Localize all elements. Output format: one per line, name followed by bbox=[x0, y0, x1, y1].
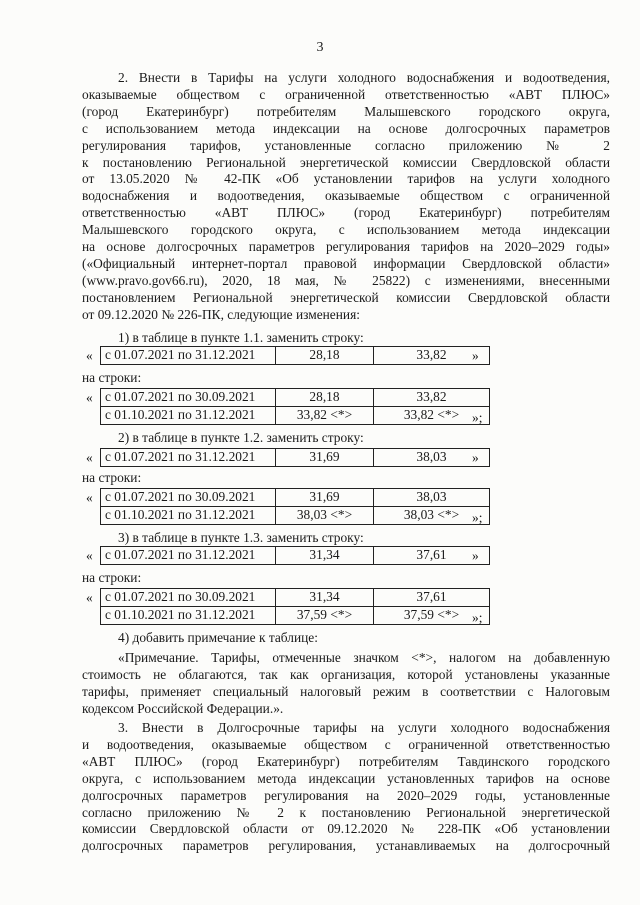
old-row-table-2 bbox=[100, 448, 490, 467]
replace-with-label: на строки: bbox=[82, 470, 142, 485]
table-row bbox=[101, 589, 490, 607]
table-cell: с 01.07.2021 по 31.12.2021 bbox=[101, 347, 276, 365]
table-cell: 28,18 bbox=[276, 347, 374, 365]
paragraph-line: «АВТ ПЛЮС» (город Екатеринбург) потребителям Тавдинского городского bbox=[82, 753, 610, 769]
open-quote: « bbox=[86, 450, 93, 465]
open-quote: « bbox=[86, 548, 93, 563]
table-cell: с 01.07.2021 по 31.12.2021 bbox=[101, 547, 276, 565]
table-cell: 38,03 <*> bbox=[276, 507, 374, 525]
table-row bbox=[101, 507, 490, 525]
table-cell: 28,18 bbox=[276, 389, 374, 407]
table-cell: с 01.10.2021 по 31.12.2021 bbox=[101, 607, 276, 625]
table-cell: с 01.07.2021 по 31.12.2021 bbox=[101, 449, 276, 467]
table-cell: с 01.07.2021 по 30.09.2021 bbox=[101, 589, 276, 607]
paragraph-line: округа, с использованием метода индексации установленных тарифов на основе bbox=[82, 770, 610, 786]
paragraph-line: 2. Внести в Тарифы на услуги холодного водоснабжения и водоотведения, bbox=[118, 70, 610, 85]
table-row bbox=[101, 449, 490, 467]
paragraph-line: от 09.12.2020 № 226-ПК, следующие изменения: bbox=[82, 306, 360, 322]
paragraph-line: с использованием метода индексации на основе долгосрочных параметров bbox=[82, 120, 610, 136]
table-row bbox=[101, 389, 490, 407]
table-cell: 37,61 bbox=[374, 547, 490, 565]
table-cell: 38,03 <*> bbox=[374, 507, 490, 525]
paragraph-line: оказываемые обществом с ограниченной ответственностью «АВТ ПЛЮС» bbox=[82, 86, 610, 102]
table-cell: 33,82 bbox=[374, 389, 490, 407]
open-quote: « bbox=[86, 348, 93, 363]
table-cell: с 01.10.2021 по 31.12.2021 bbox=[101, 407, 276, 425]
paragraph-line: («Официальный интернет-портал правовой информации Свердловской области» bbox=[82, 255, 610, 271]
paragraph-3 bbox=[82, 720, 610, 855]
note-paragraph bbox=[82, 650, 610, 718]
paragraph-line: от 13.05.2020 № 42-ПК «Об установлении тарифов на услуги холодного bbox=[82, 171, 610, 187]
table-cell: 37,61 bbox=[374, 589, 490, 607]
open-quote: « bbox=[86, 590, 93, 605]
paragraph-line: стоимость не облагаются, так как организация, которой установлены указанные bbox=[82, 666, 610, 682]
table-row bbox=[101, 547, 490, 565]
paragraph-line: кодексом Российской Федерации.». bbox=[82, 700, 284, 716]
table-cell: 31,69 bbox=[276, 449, 374, 467]
paragraph-line: согласно приложению № 2 к постановлению Региональной энергетической bbox=[82, 804, 610, 820]
table-row bbox=[101, 407, 490, 425]
old-row-table-1 bbox=[100, 346, 490, 365]
paragraph-line: долгосрочных параметров регулирования на 2020–2029 годы, установленные bbox=[82, 787, 610, 803]
replace-with-label: на строки: bbox=[82, 570, 142, 585]
close-quote: » bbox=[472, 548, 479, 563]
paragraph-line: к постановлению Региональной энергетической комиссии Свердловской области bbox=[82, 154, 610, 170]
table-row bbox=[101, 489, 490, 507]
close-quote: »; bbox=[472, 410, 483, 425]
paragraph-line: (www.pravo.gov66.ru), 2020, 18 мая, № 25822) с изменениями, внесенными bbox=[82, 272, 610, 288]
close-quote: » bbox=[472, 450, 479, 465]
table-cell: с 01.10.2021 по 31.12.2021 bbox=[101, 507, 276, 525]
table-cell: с 01.07.2021 по 30.09.2021 bbox=[101, 389, 276, 407]
paragraph-line: «Примечание. Тарифы, отмеченные значком <*>, налогом на добавленную bbox=[118, 650, 610, 665]
table-cell: 33,82 <*> bbox=[374, 407, 490, 425]
paragraph-2 bbox=[82, 70, 610, 324]
item-4-heading: 4) добавить примечание к таблице: bbox=[118, 630, 318, 645]
old-row-table-3 bbox=[100, 546, 490, 565]
paragraph-line: комиссии Свердловской области от 09.12.2020 № 228-ПК «Об установлении bbox=[82, 821, 610, 837]
open-quote: « bbox=[86, 490, 93, 505]
item-1-heading: 1) в таблице в пункте 1.1. заменить строку: bbox=[118, 330, 364, 345]
table-row bbox=[101, 347, 490, 365]
table-cell: 38,03 bbox=[374, 489, 490, 507]
paragraph-line: постановлением Региональной энергетической комиссии Свердловской области bbox=[82, 289, 610, 305]
item-2-heading: 2) в таблице в пункте 1.2. заменить строку: bbox=[118, 430, 364, 445]
new-rows-table-2 bbox=[100, 488, 490, 525]
table-cell: 33,82 bbox=[374, 347, 490, 365]
new-rows-table-3 bbox=[100, 588, 490, 625]
open-quote: « bbox=[86, 390, 93, 405]
paragraph-line: и водоотведения, оказываемые обществом с ограниченной ответственностью bbox=[82, 736, 610, 752]
paragraph-line: (город Екатеринбург) потребителям Малышевского городского округа, bbox=[82, 103, 610, 119]
new-rows-table-1 bbox=[100, 388, 490, 425]
close-quote: » bbox=[472, 348, 479, 363]
table-cell: 31,34 bbox=[276, 589, 374, 607]
paragraph-line: водоснабжения и водоотведения, оказываемые обществом с ограниченной bbox=[82, 188, 610, 204]
table-cell: 38,03 bbox=[374, 449, 490, 467]
paragraph-line: долгосрочных параметров регулирования, устанавливаемых на долгосрочный bbox=[82, 838, 610, 854]
table-cell: 37,59 <*> bbox=[374, 607, 490, 625]
paragraph-line: Малышевского городского округа, с использованием метода индексации bbox=[82, 222, 610, 238]
table-cell: 31,34 bbox=[276, 547, 374, 565]
table-cell: 31,69 bbox=[276, 489, 374, 507]
close-quote: »; bbox=[472, 510, 483, 525]
paragraph-line: регулирования тарифов, установленные согласно приложению № 2 bbox=[82, 137, 610, 153]
page-number: 3 bbox=[316, 40, 324, 55]
paragraph-line: тарифы, применяет специальный налоговый режим в соответствии с Налоговым bbox=[82, 683, 610, 699]
replace-with-label: на строки: bbox=[82, 370, 142, 385]
paragraph-line: ответственностью «АВТ ПЛЮС» (город Екатеринбург) потребителям bbox=[82, 205, 610, 221]
table-row bbox=[101, 607, 490, 625]
table-cell: 33,82 <*> bbox=[276, 407, 374, 425]
paragraph-line: на основе долгосрочных параметров регулирования тарифов на 2020–2029 годы» bbox=[82, 239, 610, 255]
close-quote: »; bbox=[472, 610, 483, 625]
paragraph-line: 3. Внести в Долгосрочные тарифы на услуги холодного водоснабжения bbox=[118, 720, 610, 735]
table-cell: с 01.07.2021 по 30.09.2021 bbox=[101, 489, 276, 507]
item-3-heading: 3) в таблице в пункте 1.3. заменить строку: bbox=[118, 530, 364, 545]
table-cell: 37,59 <*> bbox=[276, 607, 374, 625]
